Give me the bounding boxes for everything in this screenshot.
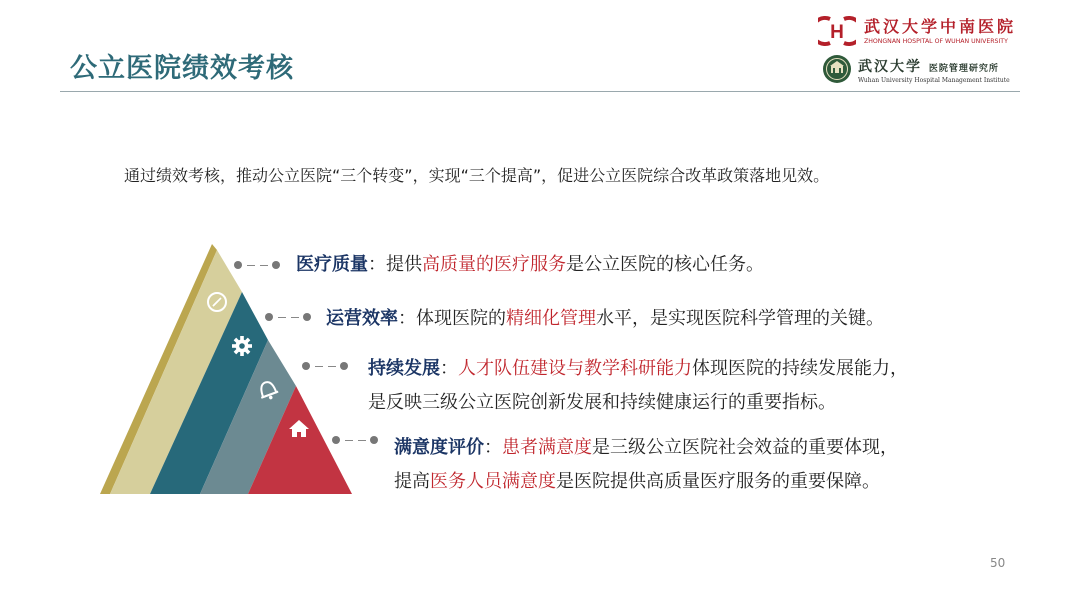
item-text-post: 是公立医院的核心任务。	[566, 254, 764, 275]
slide-title: 公立医院绩效考核	[70, 53, 294, 84]
item-quality	[296, 248, 764, 282]
intro-text: 通过绩效考核，推动公立医院“三个转变”，实现“三个提高”，促进公立医院综合改革政策落地见效。	[124, 166, 830, 185]
hospital-h-logo-icon	[818, 16, 856, 46]
item-efficiency	[326, 302, 884, 336]
item-label: 持续发展	[368, 358, 440, 379]
item-highlight: 人才队伍建设与教学科研能力	[458, 358, 692, 379]
item-text-pre: ：	[440, 358, 458, 379]
connector-quality	[234, 260, 280, 270]
gear-icon	[232, 336, 252, 356]
connector-efficiency	[265, 312, 311, 322]
institute-name-cn	[858, 56, 999, 76]
zhongnan-name-en: ZHONGNAN HOSPITAL OF WUHAN UNIVERSITY	[864, 38, 1008, 45]
item-highlight: 患者满意度	[502, 437, 592, 458]
item-text-post: 是医院提供高质量医疗服务的重要保障。	[556, 471, 880, 492]
item-line-2: 是反映三级公立医院创新发展和持续健康运行的重要指标。	[368, 392, 836, 413]
item-highlight: 高质量的医疗服务	[422, 254, 566, 275]
item-text-post: 是三级公立医院社会效益的重要体现，	[592, 437, 898, 458]
item-development	[368, 352, 908, 420]
institute-name-en: Wuhan University Hospital Management Institute	[858, 77, 1010, 84]
page-number: 50	[990, 556, 1006, 570]
connector-satisfaction	[332, 435, 378, 445]
item-text-pre: ：提供	[368, 254, 422, 275]
item-line-1	[368, 352, 908, 386]
connector-development	[302, 361, 348, 371]
item-text-pre: ：	[484, 437, 502, 458]
pyramid-graphic	[96, 244, 356, 498]
management-institute-logo	[822, 54, 1022, 88]
item-text-post: 体现医院的持续发展能力，	[692, 358, 908, 379]
hospital-mark-letter: H	[830, 22, 844, 43]
item-satisfaction	[394, 431, 898, 499]
institute-name-sub: 医院管理研究所	[928, 64, 999, 74]
zhongnan-name-cn: 武汉大学中南医院	[864, 17, 1017, 36]
item-label: 医疗质量	[296, 254, 368, 275]
zhongnan-hospital-logo	[818, 14, 1018, 48]
title-divider	[60, 91, 1020, 92]
item-text-pre: ：体现医院的	[398, 308, 506, 329]
item-highlight: 医务人员满意度	[430, 471, 556, 492]
item-label: 满意度评价	[394, 437, 484, 458]
item-highlight: 精细化管理	[506, 308, 596, 329]
university-seal-icon	[822, 54, 852, 84]
item-line-1	[394, 431, 898, 465]
item-line-2	[394, 465, 898, 499]
institute-name-main: 武汉大学	[858, 59, 922, 75]
item-text-post: 水平，是实现医院科学管理的关键。	[596, 308, 884, 329]
item-label: 运营效率	[326, 308, 398, 329]
item-text-pre: 提高	[394, 471, 430, 492]
